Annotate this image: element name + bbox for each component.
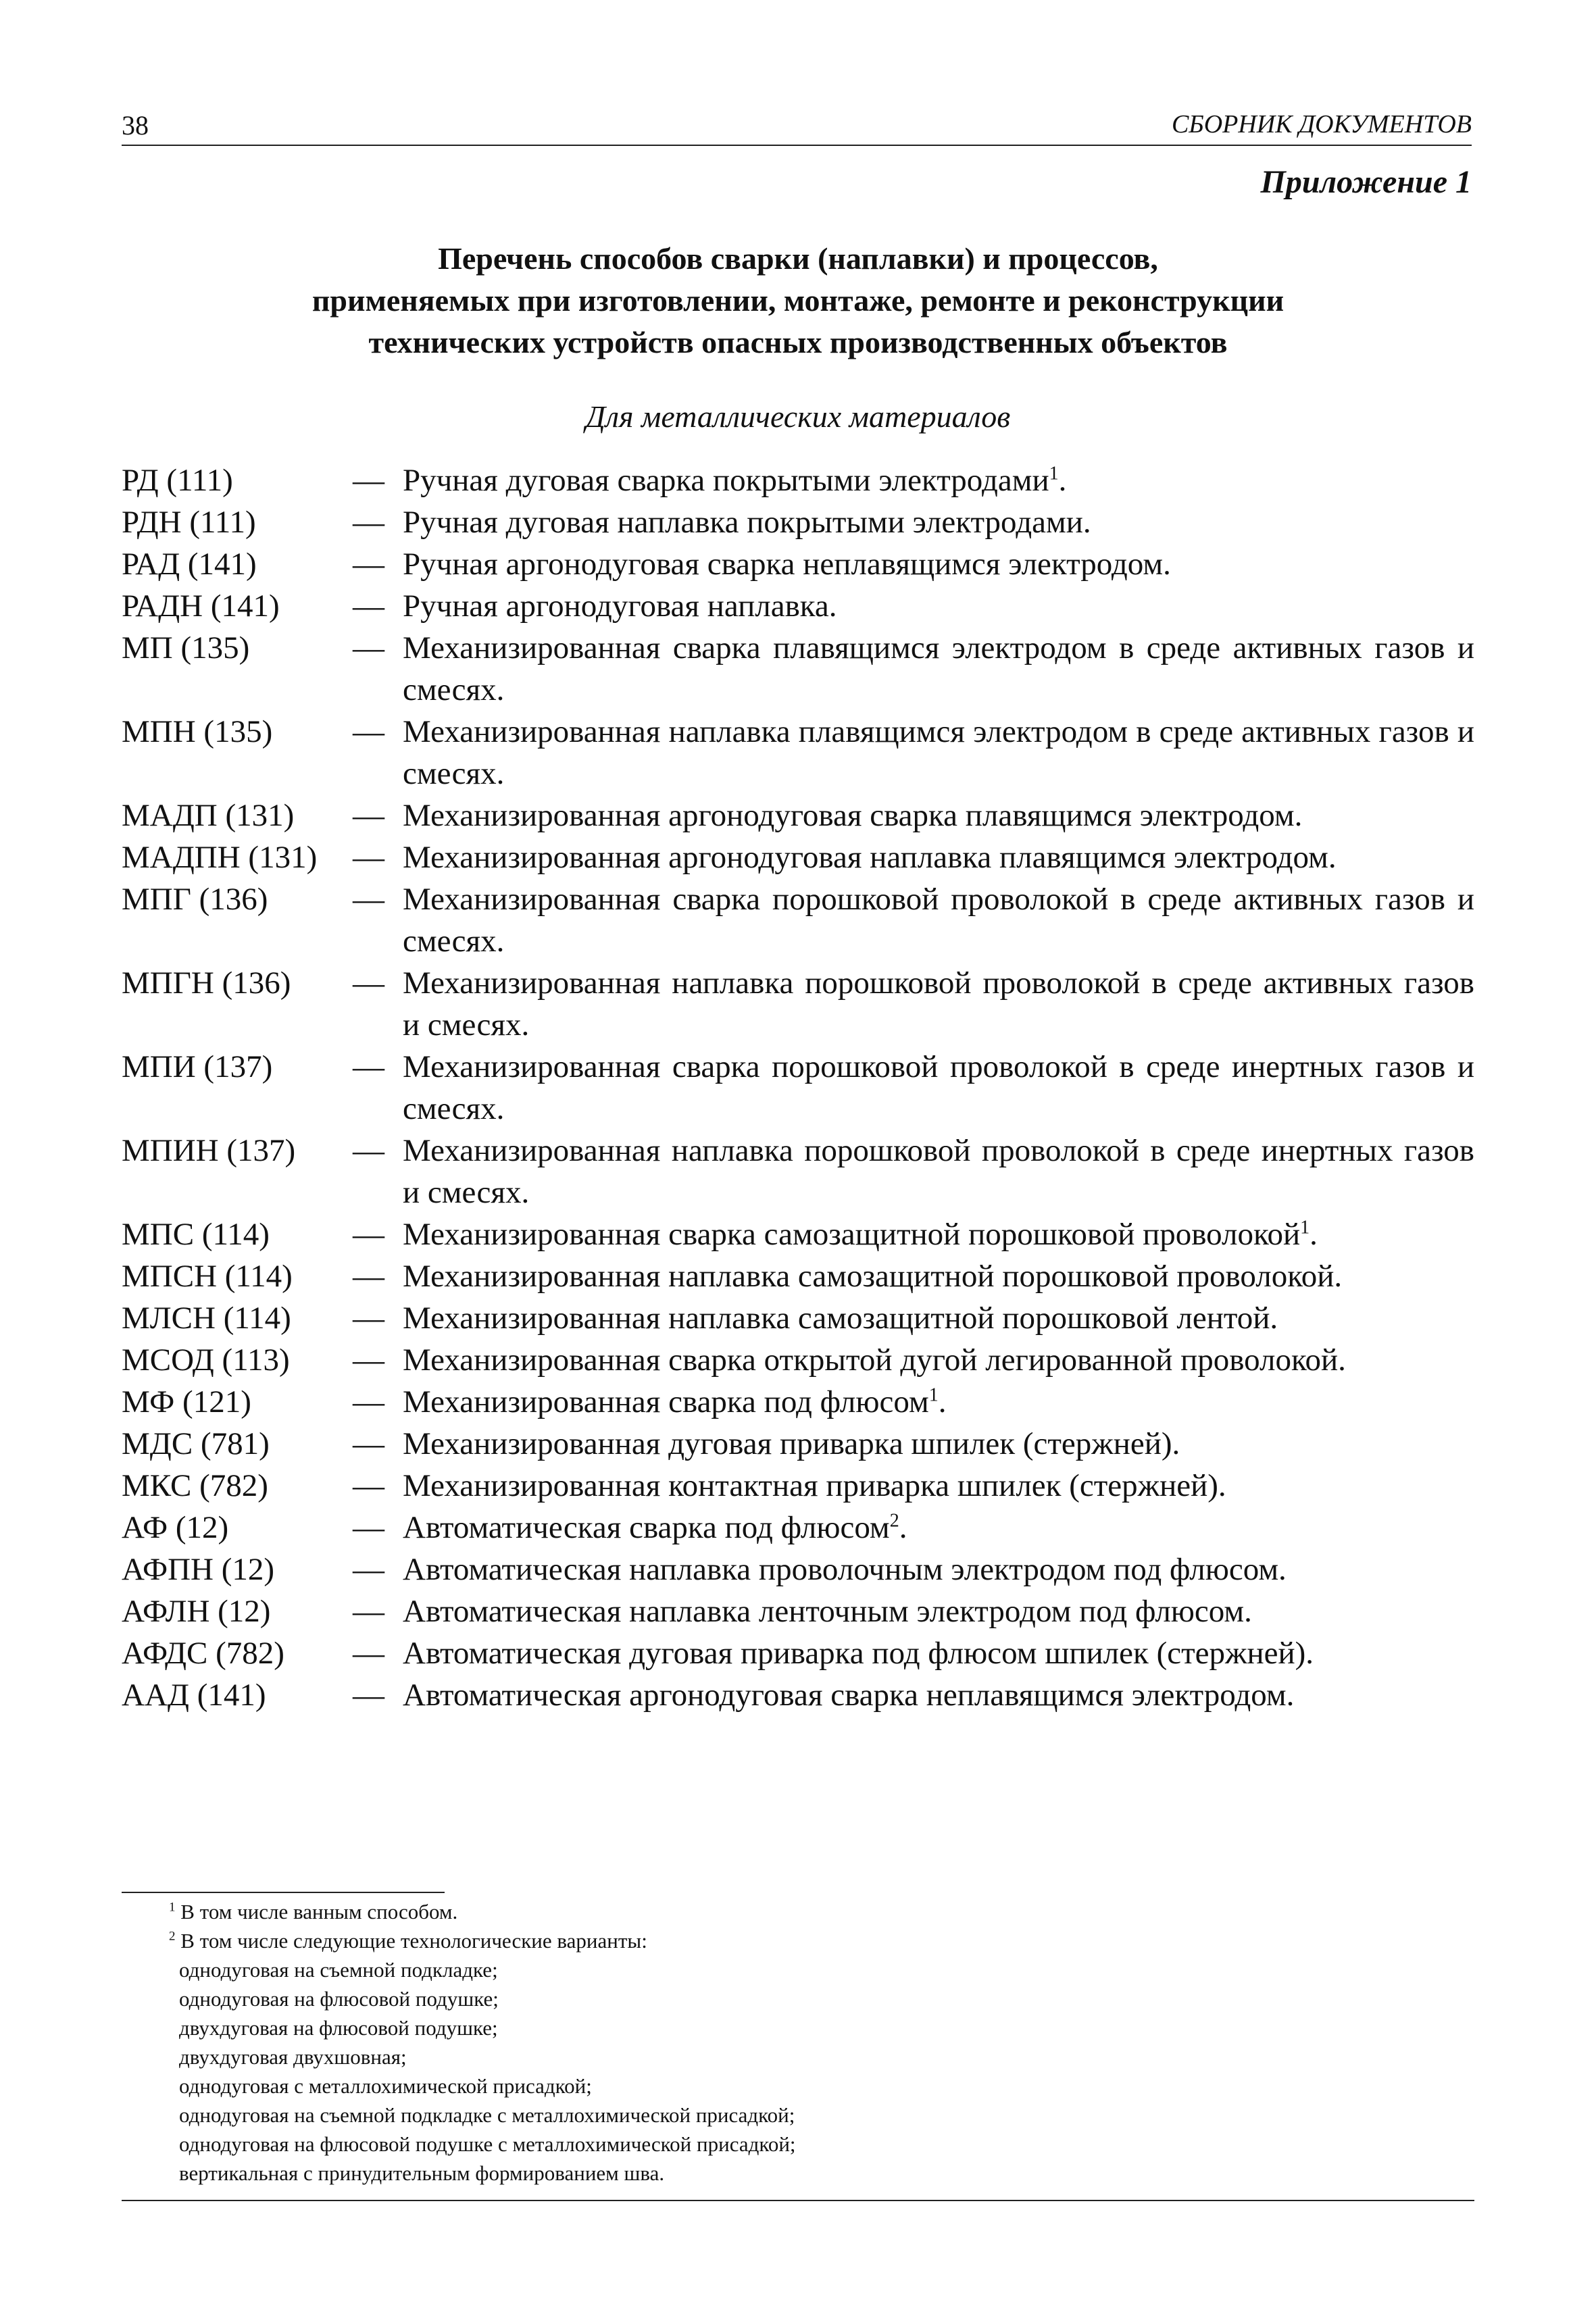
method-description [403,1423,1474,1465]
method-code: МАДП (131) [122,798,295,833]
footnote [122,1926,1474,1955]
dash-separator: — [353,1594,384,1629]
dash-separator: — [353,505,384,540]
appendix-label: Приложение 1 [1260,164,1472,200]
description-text: Механизированная сварка плавящимся электродом в среде активных газов и смесях. [403,630,1474,707]
dash-separator: — [353,1133,384,1168]
method-description [403,1130,1474,1213]
footnote-variant: однодуговая на флюсовой подушке; [179,1987,499,2011]
footnote-marker: 2 [889,1510,899,1532]
list-item [122,711,1474,795]
running-title: СБОРНИК ДОКУМЕНТОВ [1171,110,1472,139]
method-description [403,1297,1474,1339]
description-text: Механизированная сварка порошковой проволокой в среде активных газов и смесях. [403,882,1474,959]
dash-separator: — [353,1384,384,1419]
description-text: Механизированная дуговая приварка шпилек (стержней). [403,1426,1180,1461]
method-description [403,1549,1474,1590]
method-description [403,1465,1474,1507]
method-code: МПГ (136) [122,882,268,917]
dash-separator: — [353,840,384,875]
list-item [122,627,1474,711]
sentence-end: . [1310,1217,1318,1252]
method-code: МПИ (137) [122,1049,273,1084]
dash-separator: — [353,1510,384,1545]
document-title [122,238,1474,363]
footnote-variant: однодуговая с металлохимической присадкой; [179,2074,592,2098]
dash-separator: — [353,882,384,917]
list-item [122,1130,1474,1213]
footnotes [122,1897,1474,2188]
footnote-marker: 1 [1300,1217,1310,1238]
method-description [403,627,1474,711]
method-code: АФ (12) [122,1510,229,1545]
method-description [403,1381,1474,1423]
list-item [122,1255,1474,1297]
description-text: Механизированная наплавка порошковой проволокой в среде инертных газов и смесях. [403,1133,1474,1210]
dash-separator: — [353,1049,384,1084]
description-text: Автоматическая аргонодуговая сварка неплавящимся электродом. [403,1678,1295,1713]
footnote-variant: вертикальная с принудительным формированием шва. [179,2161,665,2185]
method-description [403,711,1474,795]
method-description [403,1255,1474,1297]
footnote-text: В том числе ванным способом. [180,1900,458,1923]
method-description [403,1213,1474,1255]
method-description [403,836,1474,878]
description-text: Механизированная наплавка порошковой проволокой в среде активных газов и смесях. [403,965,1474,1042]
description-text: Механизированная наплавка самозащитной порошковой лентой. [403,1301,1278,1336]
method-description [403,1046,1474,1130]
method-code: МП (135) [122,630,250,665]
dash-separator: — [353,1301,384,1336]
list-item [122,501,1474,543]
footnote-variant: однодуговая на флюсовой подушке с металлохимической присадкой; [179,2132,796,2156]
method-code: МПГН (136) [122,965,291,1001]
section-subtitle: Для металлических материалов [585,399,1011,434]
footnote-variant: двухдуговая на флюсовой подушке; [179,2016,498,2040]
dash-separator: — [353,965,384,1001]
dash-separator: — [353,1636,384,1671]
method-description [403,962,1474,1046]
sentence-end: . [899,1510,907,1545]
footnote-variant: однодуговая на съемной подкладке с металлохимической присадкой; [179,2103,795,2127]
list-item [122,1381,1474,1423]
method-description [403,585,1474,627]
method-code: МДС (781) [122,1426,270,1461]
dash-separator: — [353,1259,384,1294]
description-text: Автоматическая дуговая приварка под флюсом шпилек (стержней). [403,1636,1314,1671]
method-description [403,543,1474,585]
footnote-text: В том числе следующие технологические варианты: [180,1929,647,1953]
dash-separator: — [353,1552,384,1587]
method-code: МСОД (113) [122,1342,290,1378]
list-item [122,962,1474,1046]
dash-separator: — [353,714,384,749]
list-item [122,1632,1474,1674]
page-header [122,107,1472,146]
list-item [122,1339,1474,1381]
method-code: МКС (782) [122,1468,268,1503]
description-text: Механизированная наплавка самозащитной порошковой проволокой. [403,1259,1343,1294]
method-description [403,1674,1474,1716]
description-text: Механизированная аргонодуговая наплавка плавящимся электродом. [403,840,1337,875]
method-code: РАДН (141) [122,588,280,624]
method-code: РАД (141) [122,547,257,582]
list-item [122,543,1474,585]
method-code: МПС (114) [122,1217,270,1252]
dash-separator: — [353,1217,384,1252]
dash-separator: — [353,1342,384,1378]
method-code: АФЛН (12) [122,1594,271,1629]
description-text: Механизированная сварка порошковой проволокой в среде инертных газов и смесях. [403,1049,1474,1126]
description-text: Ручная дуговая сварка покрытыми электродами [403,463,1049,498]
title-line: технических устройств опасных производственных объектов [368,325,1228,359]
dash-separator: — [353,1426,384,1461]
method-description [403,1507,1474,1549]
method-code: РДН (111) [122,505,256,540]
dash-separator: — [353,798,384,833]
description-text: Механизированная контактная приварка шпилек (стержней). [403,1468,1226,1503]
list-item [122,878,1474,962]
method-description [403,1590,1474,1632]
footnote-number: 2 [169,1929,176,1944]
method-code: РД (111) [122,463,233,498]
method-description [403,878,1474,962]
list-item [122,1465,1474,1507]
list-item [122,1674,1474,1716]
list-item [122,1590,1474,1632]
method-code: ААД (141) [122,1678,266,1713]
list-item [122,836,1474,878]
footnote-marker: 1 [928,1384,939,1406]
method-code: АФДС (782) [122,1636,284,1671]
method-description [403,1632,1474,1674]
method-description [403,795,1474,836]
list-item [122,795,1474,836]
method-description [403,459,1474,501]
list-item [122,1213,1474,1255]
dash-separator: — [353,1468,384,1503]
footnote-marker: 1 [1049,463,1059,484]
list-item [122,459,1474,501]
description-text: Механизированная наплавка плавящимся электродом в среде активных газов и смесях. [403,714,1474,791]
description-text: Механизированная сварка самозащитной порошковой проволокой [403,1217,1301,1252]
list-item [122,1507,1474,1549]
method-code: МЛСН (114) [122,1301,291,1336]
sentence-end: . [1058,463,1067,498]
dash-separator: — [353,1678,384,1713]
description-text: Автоматическая наплавка ленточным электродом под флюсом. [403,1594,1252,1629]
description-text: Механизированная аргонодуговая сварка плавящимся электродом. [403,798,1303,833]
method-description [403,501,1474,543]
dash-separator: — [353,463,384,498]
description-text: Автоматическая наплавка проволочным электродом под флюсом. [403,1552,1287,1587]
page-number: 38 [122,110,149,141]
list-item [122,1423,1474,1465]
dash-separator: — [353,547,384,582]
footnote-variant: двухдуговая двухшовная; [179,2045,407,2069]
footnote-number: 1 [169,1900,176,1915]
title-line: применяемых при изготовлении, монтаже, ремонте и реконструкции [311,283,1285,318]
list-item [122,1549,1474,1590]
method-code: МПИН (137) [122,1133,296,1168]
list-item [122,1046,1474,1130]
method-code: МФ (121) [122,1384,251,1419]
list-item [122,585,1474,627]
footnote [122,1897,1474,1926]
method-code: МАДПН (131) [122,840,318,875]
dash-separator: — [353,630,384,665]
description-text: Автоматическая сварка под флюсом [403,1510,890,1545]
method-description [403,1339,1474,1381]
description-text: Ручная аргонодуговая сварка неплавящимся электродом. [403,547,1171,582]
page-bottom-rule [122,2200,1474,2201]
description-text: Ручная аргонодуговая наплавка. [403,588,837,624]
sentence-end: . [938,1384,947,1419]
description-text: Механизированная сварка под флюсом [403,1384,929,1419]
footnote-divider [122,1892,445,1893]
description-text: Ручная дуговая наплавка покрытыми электродами. [403,505,1091,540]
dash-separator: — [353,588,384,624]
footnote-variant: однодуговая на съемной подкладке; [179,1958,498,1982]
method-code: МПСН (114) [122,1259,293,1294]
method-code: МПН (135) [122,714,273,749]
method-code: АФПН (12) [122,1552,275,1587]
description-text: Механизированная сварка открытой дугой легированной проволокой. [403,1342,1346,1378]
title-line: Перечень способов сварки (наплавки) и процессов, [438,241,1158,276]
welding-method-list [122,459,1474,1716]
list-item [122,1297,1474,1339]
